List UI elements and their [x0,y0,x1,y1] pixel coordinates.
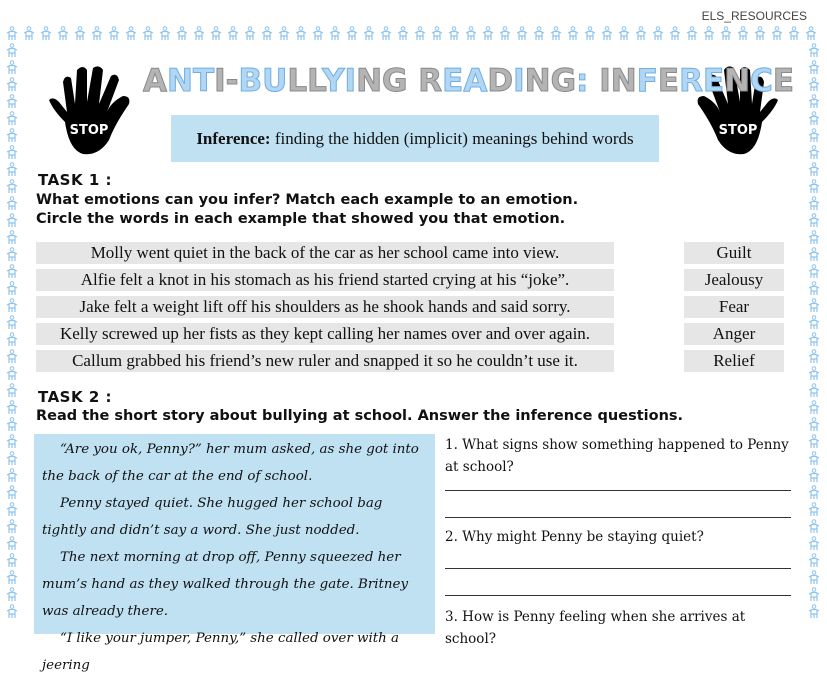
instruction-line: What emotions can you infer? Match each example to an emotion. [36,192,579,208]
title-letter: : [576,63,589,99]
answer-line[interactable] [445,517,791,518]
definition-term: Inference: [196,128,271,148]
title-letter [407,63,418,99]
title-letter: E [657,63,680,99]
task2-label: TASK 2 : [38,388,112,406]
person-icon [808,111,820,127]
title-letter: G [382,63,408,99]
task1-label: TASK 1 : [38,171,112,189]
person-icon [6,298,18,314]
person-icon [805,26,817,42]
person-icon [227,26,239,42]
title-letter: D [487,63,514,99]
person-icon [808,60,820,76]
title-letter: C [750,63,773,99]
example-row: Callum grabbed his friend’s new ruler and snapped it so he couldn’t use it. [36,350,614,372]
person-icon [380,26,392,42]
person-icon [91,26,103,42]
person-icon [808,604,820,620]
person-icon [278,26,290,42]
story-paragraph: Penny stayed quiet. She hugged her school bag tightly and didn’t say a word. She just nodded. [42,496,383,538]
example-row: Jake felt a weight lift off his shoulders as he shook hands and said sorry. [36,296,614,318]
title-letter: T [192,63,215,99]
title-letter: R [679,63,703,99]
person-icon [6,264,18,280]
person-icon [808,162,820,178]
title-letter: R [418,63,443,99]
emotion-box: Anger [684,323,784,345]
emotion-box: Guilt [684,242,784,264]
person-icon [808,264,820,280]
answer-line[interactable] [445,568,791,569]
person-icon [686,26,698,42]
person-icon [6,451,18,467]
person-icon [6,502,18,518]
example-row: Molly went quiet in the back of the car as her school came into view. [36,242,614,264]
person-icon [788,26,800,42]
credit-text: ELS_RESOURCES [701,9,807,23]
person-icon [808,587,820,603]
person-icon [808,349,820,365]
person-icon [771,26,783,42]
person-icon [6,145,18,161]
person-icon [808,519,820,535]
person-icon [6,519,18,535]
story-paragraph: “I like your jumper, Penny,” she called over with a jeering [42,631,399,673]
person-icon [6,536,18,552]
person-icon [6,468,18,484]
person-icon [6,128,18,144]
person-icon [584,26,596,42]
person-icon [533,26,545,42]
person-icon [6,26,18,42]
person-icon [808,213,820,229]
person-icon [295,26,307,42]
person-icon [808,128,820,144]
person-icon [808,94,820,110]
person-icon [499,26,511,42]
title-letter: N [724,63,751,99]
title-letter: E [702,63,725,99]
emotion-box: Relief [684,350,784,372]
question: 2. Why might Penny be staying quiet? [445,529,704,545]
person-icon [618,26,630,42]
person-icon [6,162,18,178]
story-paragraph: The next morning at drop off, Penny squeezed her mum’s hand as they walked through the gate. Britney was already there. [42,550,409,619]
person-icon [6,570,18,586]
person-icon [808,332,820,348]
title-letter: E [442,63,464,99]
person-icon [754,26,766,42]
person-icon [6,485,18,501]
person-icon [808,451,820,467]
svg-text:STOP: STOP [69,123,109,138]
definition-box [171,115,659,162]
person-icon [6,604,18,620]
title-letter: I [344,63,357,99]
emotion-box: Jealousy [684,269,784,291]
person-icon [567,26,579,42]
person-icon [550,26,562,42]
person-icon [808,383,820,399]
person-icon [601,26,613,42]
person-icon [808,502,820,518]
person-icon [808,485,820,501]
person-icon [808,247,820,263]
person-icon [74,26,86,42]
task2-instructions: Read the short story about bullying at school. Answer the inference questions. [36,408,684,424]
person-icon [6,179,18,195]
person-icon [482,26,494,42]
title-letter: I [214,63,226,99]
person-icon [329,26,341,42]
instruction-line: Circle the words in each example that showed you that emotion. [36,211,566,227]
title-letter: E [772,63,795,99]
person-icon [125,26,137,42]
person-icon [808,434,820,450]
person-icon [431,26,443,42]
title-letter: N [524,63,551,99]
person-icon [737,26,749,42]
person-icon [6,60,18,76]
person-icon [808,570,820,586]
person-icon [6,383,18,399]
person-icon [40,26,52,42]
person-icon [808,315,820,331]
person-icon [652,26,664,42]
person-icon [808,366,820,382]
person-icon [808,230,820,246]
person-icon [414,26,426,42]
person-icon [23,26,35,42]
person-icon [6,417,18,433]
person-icon [6,434,18,450]
title-letter [588,63,599,99]
person-icon [703,26,715,42]
answer-line[interactable] [445,490,791,491]
title-letter: F [636,63,658,99]
task1-instructions [36,191,578,229]
title-letter: B [238,63,263,99]
person-icon [808,553,820,569]
person-icon [808,179,820,195]
svg-text:STOP: STOP [718,123,758,138]
answer-line[interactable] [445,595,791,596]
person-icon [108,26,120,42]
person-icon [465,26,477,42]
person-icon [244,26,256,42]
title-letter: G [550,63,577,99]
person-icon [261,26,273,42]
title-letter: N [356,63,383,99]
title-letter: - [225,63,239,99]
definition-text: finding the hidden (implicit) meanings behind words [270,128,634,148]
person-icon [142,26,154,42]
title-letter: N [610,63,637,99]
title-letter: I [513,63,525,99]
emotion-box: Fear [684,296,784,318]
title-letter: L [307,63,323,99]
person-icon [6,332,18,348]
person-icon [669,26,681,42]
person-icon [6,43,18,59]
page-title [143,63,794,99]
example-row: Alfie felt a knot in his stomach as his friend started crying at his “joke”. [36,269,614,291]
person-icon [808,77,820,93]
stop-hand-icon [45,62,135,157]
person-icon [6,213,18,229]
person-icon [6,315,18,331]
person-icon [808,196,820,212]
person-icon [6,281,18,297]
person-icon [6,196,18,212]
person-icon [448,26,460,42]
person-icon [6,94,18,110]
person-icon [210,26,222,42]
person-icon [808,298,820,314]
person-icon [720,26,732,42]
person-icon [6,553,18,569]
person-icon [6,587,18,603]
person-icon [808,468,820,484]
story-box [34,434,435,673]
title-letter: N [167,63,193,99]
title-letter: I [599,63,611,99]
person-icon [808,43,820,59]
story-paragraph: “Are you ok, Penny?” her mum asked, as she got into the back of the car at the end of school. [42,442,419,484]
question: 1. What signs show something happened to Penny at school? [445,437,789,475]
person-icon [635,26,647,42]
person-icon [6,247,18,263]
person-icon [808,281,820,297]
title-letter: U [262,63,288,99]
title-letter: Y [322,63,345,99]
person-icon [6,400,18,416]
title-letter: A [463,63,488,99]
person-icon [397,26,409,42]
example-row: Kelly screwed up her fists as they kept calling her names over and over again. [36,323,614,345]
person-icon [193,26,205,42]
person-icon [57,26,69,42]
person-icon [6,349,18,365]
person-icon [6,366,18,382]
person-icon [176,26,188,42]
person-icon [6,77,18,93]
questions [445,434,791,650]
person-icon [808,400,820,416]
person-icon [808,417,820,433]
person-icon [6,111,18,127]
person-icon [808,145,820,161]
person-icon [363,26,375,42]
person-icon [159,26,171,42]
person-icon [346,26,358,42]
person-icon [6,230,18,246]
question: 3. How is Penny feeling when she arrives at school? [445,609,746,647]
person-icon [808,536,820,552]
person-icon [516,26,528,42]
person-icon [312,26,324,42]
title-letter: A [143,63,167,99]
title-letter: L [287,63,308,99]
